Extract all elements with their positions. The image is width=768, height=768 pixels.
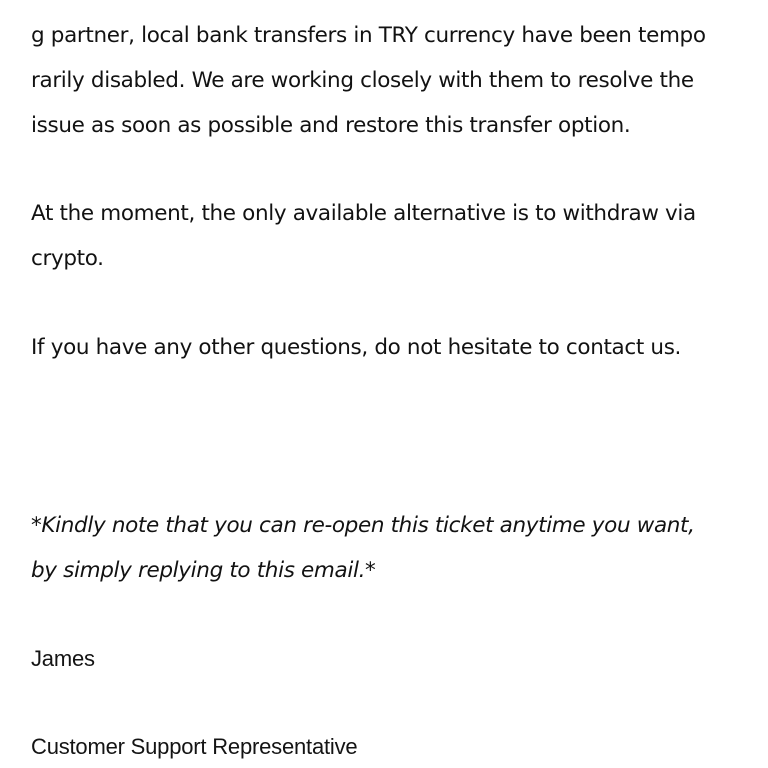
signature-name: James [31, 646, 95, 671]
email-text-line: crypto. [31, 246, 104, 271]
email-note-line: by simply replying to this email.* [31, 558, 376, 583]
email-text-line: rarily disabled. We are working closely with them to resolve the [31, 68, 694, 93]
signature-title: Customer Support Representative [31, 734, 358, 759]
email-text-line: issue as soon as possible and restore this transfer option. [31, 113, 631, 138]
email-text-line: g partner, local bank transfers in TRY currency have been tempo [31, 23, 706, 48]
email-text-line: At the moment, the only available alternative is to withdraw via [31, 201, 696, 226]
email-note-line: *Kindly note that you can re-open this ticket anytime you want, [31, 513, 695, 538]
email-text-line: If you have any other questions, do not hesitate to contact us. [31, 335, 682, 360]
